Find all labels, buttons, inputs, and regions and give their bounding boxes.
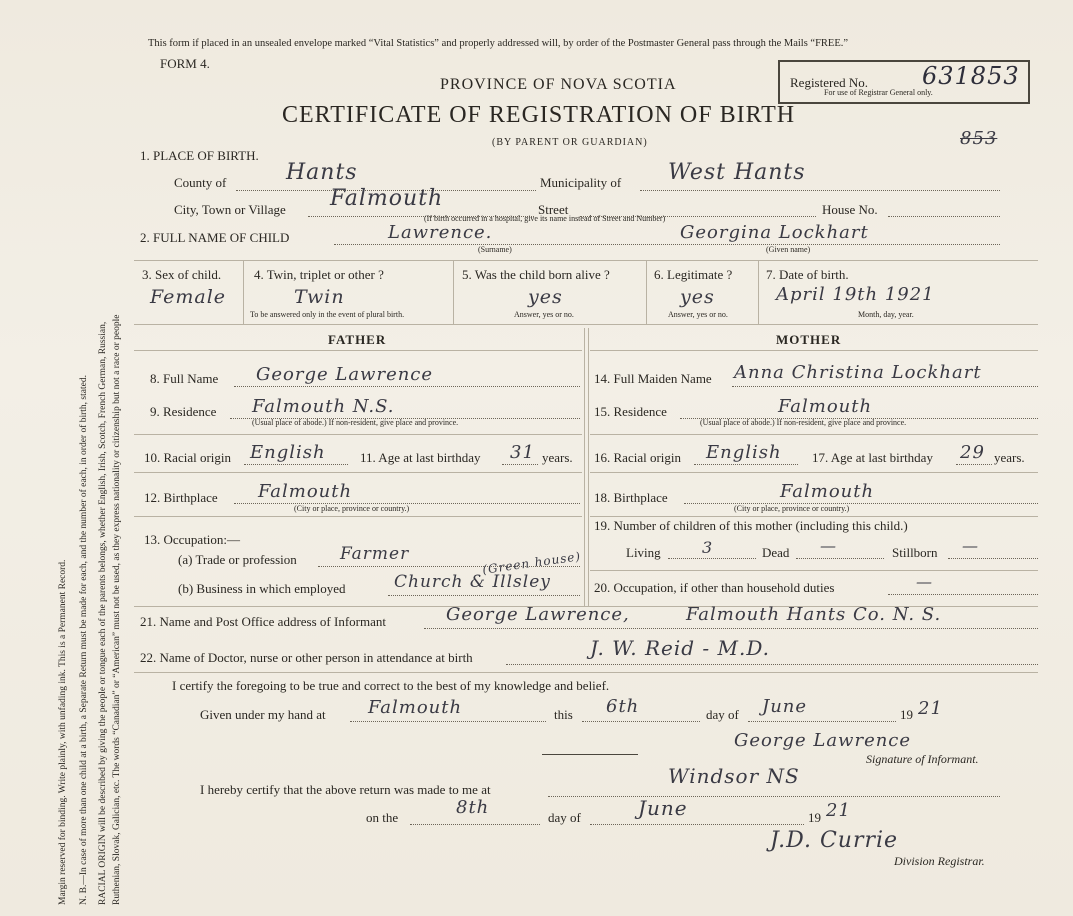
informant-name: George Lawrence, — [446, 604, 630, 625]
sex-label: 3. Sex of child. — [142, 267, 222, 282]
place-of-birth-label: 1. PLACE OF BIRTH. — [140, 148, 259, 163]
father-racial-label: 10. Racial origin — [144, 450, 232, 465]
child-given-name: Georgina Lockhart — [680, 222, 869, 243]
mother-name-value: Anna Christina Lockhart — [734, 362, 982, 383]
legitimate-value: yes — [680, 286, 715, 308]
county-value: Hants — [286, 160, 358, 185]
margin-note-multiple-births: N. B.—In case of more than one child at a birth, a Separate Return must be made for each, and the number of each, in order of birth, stated. — [79, 375, 89, 905]
dead-value: — — [820, 536, 837, 555]
living-value: 3 — [702, 538, 714, 557]
registrar-month: June — [638, 796, 688, 820]
mother-racial-label: 16. Racial origin — [594, 450, 682, 465]
form-number: FORM 4. — [160, 56, 210, 71]
street-label: Street — [538, 202, 569, 217]
registered-label: Registered No. — [790, 75, 868, 90]
registrar-year: 21 — [826, 800, 851, 821]
father-name-value: George Lawrence — [256, 364, 434, 385]
certify-day-of-label: day of — [706, 707, 739, 722]
father-residence-label: 9. Residence — [150, 404, 217, 419]
child-name-label: 2. FULL NAME OF CHILD — [140, 230, 290, 245]
side-number: 853 — [960, 128, 998, 149]
father-name-label: 8. Full Name — [150, 371, 219, 386]
legitimate-note: Answer, yes or no. — [668, 310, 728, 319]
certify-this-label: this — [554, 707, 573, 722]
dead-label: Dead — [762, 545, 790, 560]
mother-age-label: 17. Age at last birthday — [812, 450, 933, 465]
father-age-value: 31 — [510, 442, 535, 463]
doctor-label: 22. Name of Doctor, nurse or other person in attendance at birth — [140, 650, 473, 665]
twin-note: To be answered only in the event of plural birth. — [250, 310, 405, 319]
mother-occupation-label: 20. Occupation, if other than household duties — [594, 580, 835, 595]
father-age-label: 11. Age at last birthday — [360, 450, 481, 465]
father-business-extra: (Green house) — [481, 549, 582, 577]
registrar-day-of-label: day of — [548, 810, 581, 825]
mother-years-label: years. — [994, 450, 1025, 465]
margin-note-racial-origin-cont: Ruthenian, Slovak, Galician, etc. The words “Canadian” or “American” must not be used, as they express nationality or citizenship but not a race or people — [112, 314, 122, 905]
mother-residence-label: 15. Residence — [594, 404, 667, 419]
born-alive-value: yes — [528, 286, 563, 308]
legitimate-label: 6. Legitimate ? — [654, 267, 733, 282]
informant-signature: George Lawrence — [734, 730, 912, 751]
father-business-label: (b) Business in which employed — [178, 581, 346, 596]
father-birthplace-note: (City or place, province or country.) — [294, 504, 410, 513]
twin-value: Twin — [294, 286, 345, 308]
date-of-birth-value: April 19th 1921 — [776, 284, 935, 305]
mother-heading: MOTHER — [776, 332, 842, 347]
margin-note-binding: Margin reserved for binding. Write plainly, with unfading ink. This is a Permanent Record. — [58, 559, 68, 905]
registrar-signature: J.D. Currie — [770, 828, 899, 853]
county-label: County of — [174, 175, 227, 190]
certify-month: June — [762, 696, 808, 717]
municipality-value: West Hants — [668, 160, 806, 185]
mother-birthplace-value: Falmouth — [780, 481, 875, 502]
mother-birthplace-note: (City or place, province or country.) — [734, 504, 850, 513]
doctor-name: J. W. Reid - M.D. — [590, 636, 771, 660]
mother-residence-value: Falmouth — [778, 396, 873, 417]
registrar-year-prefix: 19 — [808, 810, 821, 825]
registrar-note: For use of Registrar General only. — [824, 88, 933, 97]
born-alive-label: 5. Was the child born alive ? — [462, 267, 610, 282]
certify-place: Falmouth — [368, 697, 463, 718]
father-residence-value: Falmouth N.S. — [252, 396, 395, 417]
twin-label: 4. Twin, triplet or other ? — [254, 267, 384, 282]
registrar-place: Windsor NS — [668, 764, 800, 788]
municipality-label: Municipality of — [540, 175, 622, 190]
certify-year: 21 — [918, 698, 943, 719]
registrar-statement: I hereby certify that the above return was made to me at — [200, 782, 491, 797]
mother-children-label: 19. Number of children of this mother (including this child.) — [594, 518, 908, 533]
house-no-label: House No. — [822, 202, 878, 217]
registered-number: 631853 — [922, 62, 1020, 90]
mother-occupation-value: — — [916, 572, 933, 591]
stillborn-value: — — [962, 536, 979, 555]
registrar-on-label: on the — [366, 810, 399, 825]
mother-name-label: 14. Full Maiden Name — [594, 371, 712, 386]
mail-notice: This form if placed in an unsealed envelope marked “Vital Statistics” and properly addressed will, by order of the Postmaster General pass through the Mails “FREE.” — [148, 38, 849, 49]
informant-signature-label: Signature of Informant. — [866, 752, 979, 766]
certify-day: 6th — [606, 696, 640, 717]
margin-note-racial-origin: RACIAL ORIGIN will be described by giving the people or tongue each of the parents belongs, whether English, Irish, Scotch, French German, Russian, — [98, 321, 108, 905]
father-racial-value: English — [250, 442, 326, 463]
date-of-birth-note: Month, day, year. — [858, 310, 914, 319]
date-of-birth-label: 7. Date of birth. — [766, 267, 849, 282]
informant-address: Falmouth Hants Co. N. S. — [686, 604, 942, 625]
page-title: CERTIFICATE OF REGISTRATION OF BIRTH — [282, 102, 796, 128]
father-trade-value: Farmer — [340, 544, 410, 564]
certify-statement: I certify the foregoing to be true and correct to the best of my knowledge and belief. — [172, 678, 610, 693]
father-occupation-label: 13. Occupation:— — [144, 532, 241, 547]
father-business-value: Church & Illsley — [394, 572, 551, 592]
stillborn-label: Stillborn — [892, 545, 938, 560]
registrar-signature-label: Division Registrar. — [894, 854, 985, 868]
province-heading: PROVINCE OF NOVA SCOTIA — [440, 76, 677, 93]
child-surname: Lawrence. — [388, 222, 493, 243]
city-label: City, Town or Village — [174, 202, 286, 217]
hospital-note: (If birth occurred in a hospital, give its name instead of Street and Number) — [424, 214, 666, 223]
surname-label: (Surname) — [478, 245, 512, 254]
given-under-hand-label: Given under my hand at — [200, 707, 326, 722]
father-heading: FATHER — [328, 332, 387, 347]
mother-birthplace-label: 18. Birthplace — [594, 490, 668, 505]
father-birthplace-value: Falmouth — [258, 481, 353, 502]
page-subtitle: (BY PARENT OR GUARDIAN) — [492, 137, 648, 148]
father-years-label: years. — [542, 450, 573, 465]
certify-year-prefix: 19 — [900, 707, 913, 722]
given-name-label: (Given name) — [766, 245, 811, 254]
born-alive-note: Answer, yes or no. — [514, 310, 574, 319]
mother-racial-value: English — [706, 442, 782, 463]
informant-label: 21. Name and Post Office address of Informant — [140, 614, 386, 629]
city-value: Falmouth — [330, 186, 444, 211]
father-trade-label: (a) Trade or profession — [178, 552, 297, 567]
registrar-day: 8th — [456, 797, 490, 818]
mother-age-value: 29 — [960, 442, 985, 463]
sex-value: Female — [150, 286, 227, 308]
living-label: Living — [626, 545, 661, 560]
father-birthplace-label: 12. Birthplace — [144, 490, 218, 505]
father-residence-note: (Usual place of abode.) If non-resident, give place and province. — [252, 418, 459, 427]
mother-residence-note: (Usual place of abode.) If non-resident, give place and province. — [700, 418, 907, 427]
